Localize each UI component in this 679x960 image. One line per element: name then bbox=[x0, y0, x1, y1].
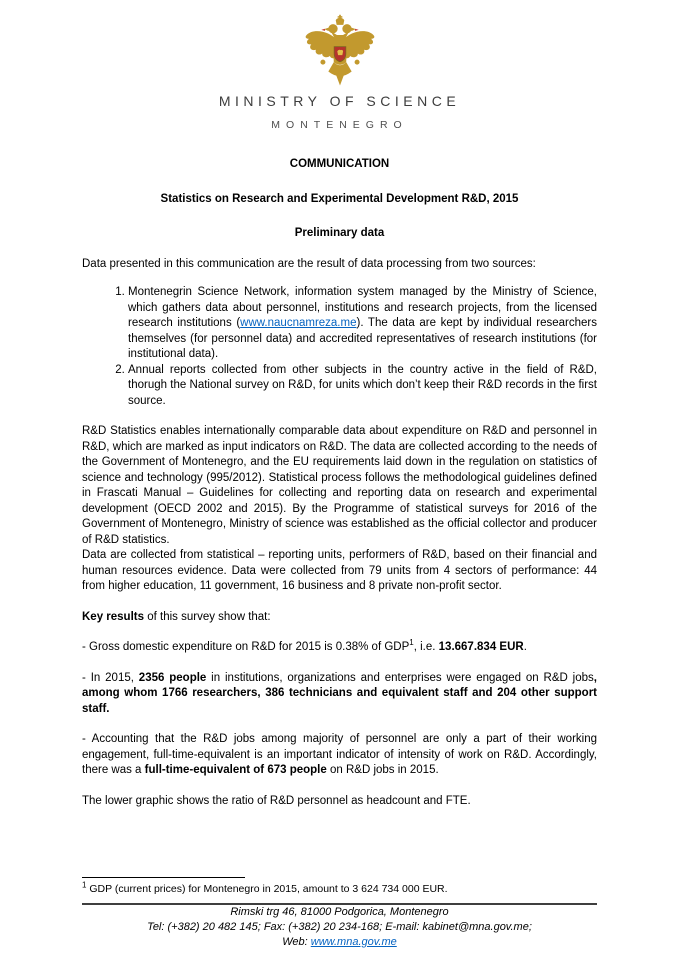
finding-fte bbox=[82, 732, 597, 779]
footer-contacts: Tel: (+382) 20 482 145; Fax: (+382) 20 234-168; E-mail: kabinet@mna.gov.me; bbox=[147, 921, 532, 933]
footnote-marker: 1 bbox=[82, 880, 87, 890]
source-1-text-cont: ). The data are kept by individual researchers themselves (for personnel data) and accredited representatives of research institutions (for institutional data). bbox=[128, 317, 597, 360]
key-results-bold: Key results bbox=[82, 610, 145, 623]
mna-website-link[interactable]: www.mna.gov.me bbox=[310, 936, 397, 948]
intro-paragraph: Data presented in this communication are the result of data processing from two sources: bbox=[82, 257, 536, 270]
document-footer bbox=[82, 877, 597, 950]
footer-web-label: Web: bbox=[282, 936, 311, 948]
footnote-separator bbox=[82, 877, 245, 878]
list-item-source-2 bbox=[128, 363, 597, 410]
list-item-source-1 bbox=[128, 285, 597, 363]
ministry-country: MONTENEGRO bbox=[271, 118, 408, 131]
footer-web bbox=[82, 935, 597, 950]
graphic-note: The lower graphic shows the ratio of R&D personnel as headcount and FTE. bbox=[82, 794, 471, 807]
footnote-text: GDP (current prices) for Montenegro in 2015, amount to 3 624 734 000 EUR. bbox=[86, 883, 448, 895]
rd-statistics-paragraph: R&D Statistics enables internationally comparable data about expenditure on R&D and personnel in R&D, which are marked as input indicators on R&D. The data are collected according to the needs of the Government of Montenegro, and the EU requirements laid down in the regulation on statistics of science and technology (995/2012). Statistical process follows the methodological guidelines defined in Frascati Manual – Guidelines for collecting and reporting data on research and experimental development (OECD 2002 and 2015). By the Programme of statistical surveys for 2016 of the Government of Montenegro, Ministry of science was established as the official collector and producer of R&D statistics. bbox=[82, 425, 597, 546]
finding-gdp-end: . bbox=[523, 641, 527, 653]
finding-gdp-text: - Gross domestic expenditure on R&D for 2015 is 0.38% of GDP bbox=[82, 641, 410, 653]
finding-people-seg2: in institutions, organizations and enterprises were engaged on R&D jobs bbox=[206, 671, 594, 684]
finding-fte-count: full-time-equivalent of 673 people bbox=[144, 764, 327, 776]
key-results-line bbox=[82, 610, 597, 626]
finding-gdp bbox=[82, 640, 597, 656]
document-header bbox=[82, 14, 597, 133]
finding-gdp-mid: , i.e. bbox=[413, 641, 439, 653]
data-collected-paragraph: Data are collected from statistical – reporting units, performers of R&D, based on their financial and human resources evidence. Data were collected from 79 units from 4 sectors of performance: 44 from higher education, 11 government, 16 business and 8 private non-profit sector. bbox=[82, 549, 597, 592]
naucnamreza-link[interactable]: www.naucnamreza.me bbox=[240, 317, 357, 329]
finding-people-count: 2356 people bbox=[138, 671, 207, 684]
finding-people-breakdown: , among whom 1766 researchers, 386 technicians and equivalent staff and 204 other support staff. bbox=[82, 671, 597, 715]
communication-title: COMMUNICATION bbox=[289, 158, 390, 170]
source-1-text: Montenegrin Science Network, information system managed by the Ministry of Science, which gathers data about personnel, institutions and research projects, from the licensed research institutions ( bbox=[128, 286, 597, 329]
footnote bbox=[82, 882, 597, 896]
finding-fte-seg2: on R&D jobs in 2015. bbox=[326, 764, 439, 776]
footnote-ref-1: 1 bbox=[409, 638, 414, 648]
source-2-text: Annual reports collected from other subjects in the country active in the field of R&D, thorugh the National survey on R&D, for units which don’t keep their R&D records in the first source. bbox=[128, 363, 597, 407]
preliminary-data-label: Preliminary data bbox=[294, 227, 385, 239]
footer-address: Rimski trg 46, 81000 Podgorica, Montenegro bbox=[230, 906, 449, 918]
key-results-rest: of this survey show that: bbox=[144, 610, 271, 623]
sources-list bbox=[82, 285, 597, 409]
finding-people-seg1: - In 2015, bbox=[82, 671, 139, 684]
ministry-name: MINISTRY OF SCIENCE bbox=[218, 93, 461, 109]
finding-people bbox=[82, 671, 597, 718]
finding-gdp-amount: 13.667.834 EUR bbox=[438, 641, 524, 653]
finding-fte-seg1: - Accounting that the R&D jobs among majority of personnel are only a part of their working engagement, full-time-equivalent is an important indicator of intensity of work on R&D. Accordingly, there was a bbox=[82, 733, 597, 776]
montenegro-coat-of-arms-icon bbox=[82, 14, 597, 87]
title-block bbox=[82, 133, 597, 242]
document-subtitle: Statistics on Research and Experimental Development R&D, 2015 bbox=[160, 192, 519, 205]
